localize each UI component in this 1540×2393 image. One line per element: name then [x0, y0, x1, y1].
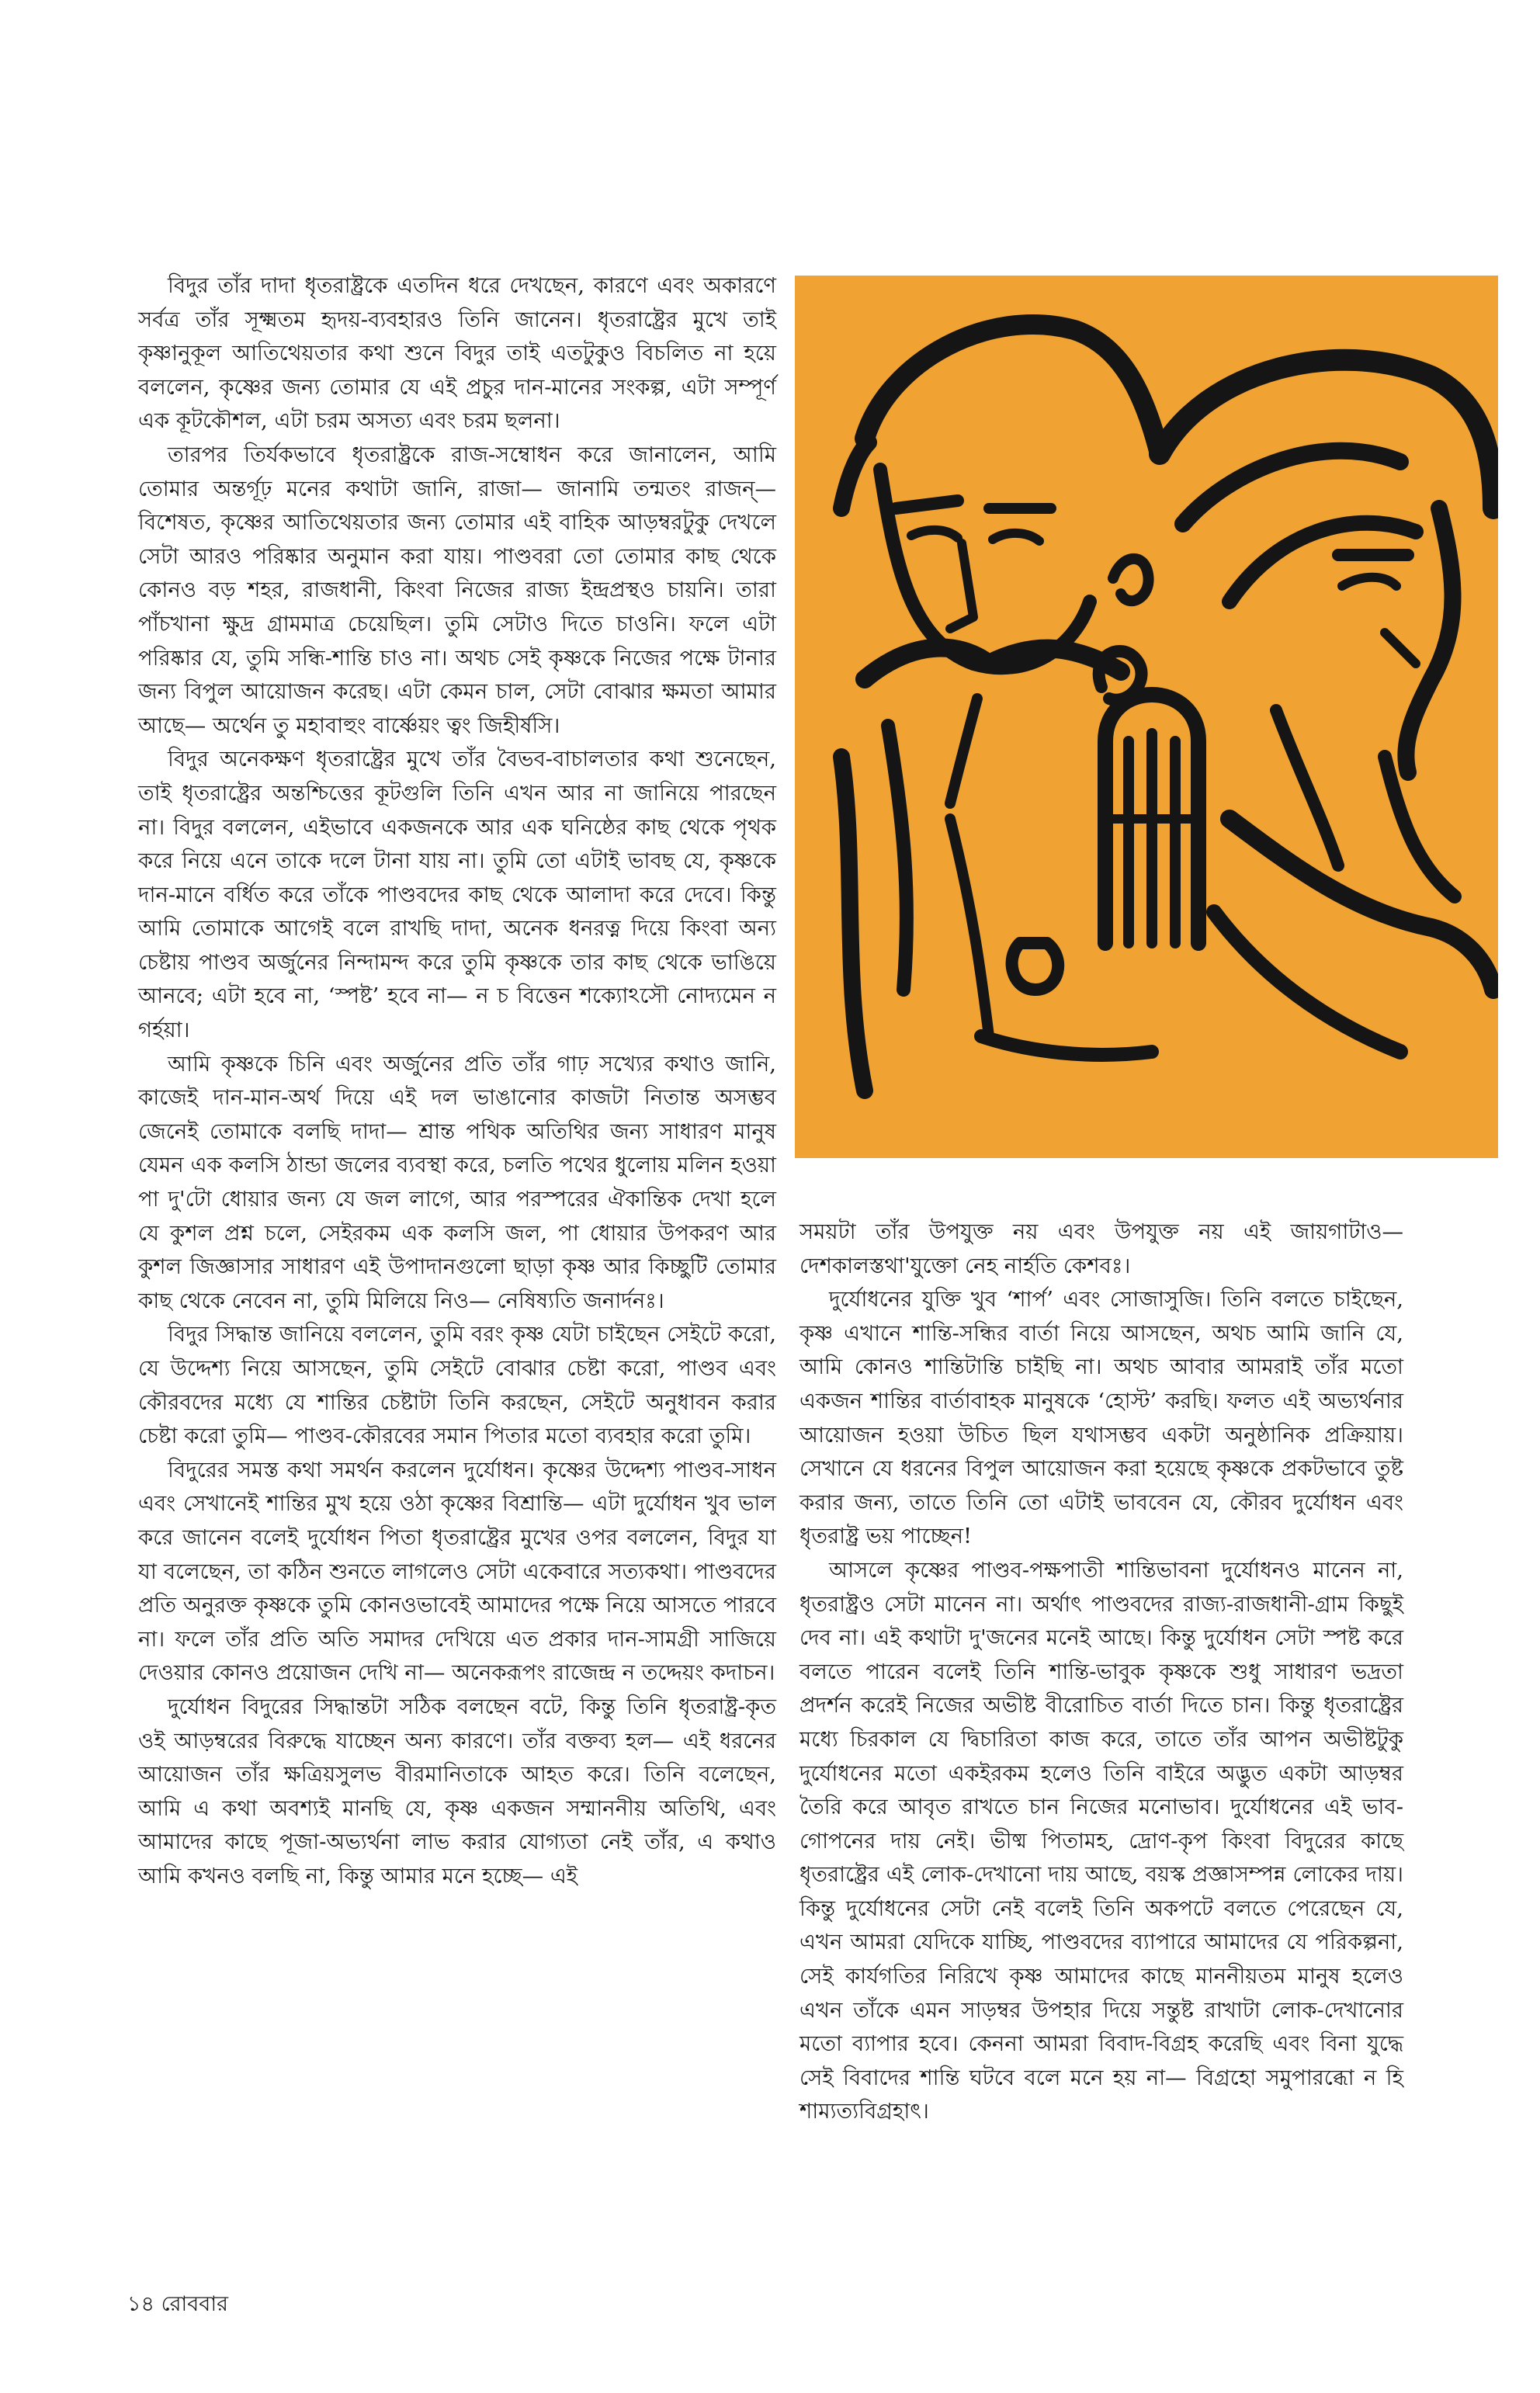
article-paragraph: বিদুর অনেকক্ষণ ধৃতরাষ্ট্রের মুখে তাঁর বৈভব-বাচালতার কথা শুনেছেন, তাই ধৃতরাষ্ট্রের অন্তশ্চিত্তের কূটগুলি তিনি এখন আর না জানিয়ে পারছেন না। বিদুর বললেন, এইভাবে একজনকে আর এক ঘনিষ্ঠের কাছ থেকে পৃথক করে নিয়ে এনে তাকে দলে টানা যায় না। তুমি তো এটাই ভাবছ যে, কৃষ্ণকে দান-মানে বর্ধিত করে তাঁকে পাণ্ডবদের কাছ থেকে আলাদা করে দেবে। কিন্তু আমি তোমাকে আগেই বলে রাখছি দাদা, অনেক ধনরত্ন দিয়ে কিংবা অন্য চেষ্টায় পাণ্ডব অর্জুনের নিন্দামন্দ করে তুমি কৃষ্ণকে তার কাছ থেকে ভাঙিয়ে আনবে; এটা হবে না, ‘স্পষ্ট’ হবে না— ন চ বিত্তেন শক্যোঽসৌ নোদ্যমেন ন গর্হয়া। — [138, 747, 776, 1043]
article-paragraph: সময়টা তাঁর উপযুক্ত নয় এবং উপযুক্ত নয় এই জায়গাটাও— দেশকালস্তথা'যুক্তো নেহ নার্হতি কেশবঃ। — [799, 1219, 1403, 1278]
article-paragraph: বিদুরের সমস্ত কথা সমর্থন করলেন দুর্যোধন। কৃষ্ণের উদ্দেশ্য পাণ্ডব-সাধন এবং সেখানেই শান্তির মুখ হয়ে ওঠা কৃষ্ণের বিশ্রান্তি— এটা দুর্যোধন খুব ভাল করে জানেন বলেই দুর্যোধন পিতা ধৃতরাষ্ট্রের মুখের ওপর বললেন, বিদুর যা যা বলেছেন, তা কঠিন শুনতে লাগলেও সেটা একেবারে সত্যকথা। পাণ্ডবদের প্রতি অনুরক্ত কৃষ্ণকে তুমি কোনওভাবেই আমাদের পক্ষে নিয়ে আসতে পারবে না। ফলে তাঁর প্রতি অতি সমাদর দেখিয়ে এত প্রকার দান-সামগ্রী সাজিয়ে দেওয়ার কোনও প্রয়োজন দেখি না— অনেকরূপং রাজেন্দ্র ন তদ্দেয়ং কদাচন। — [138, 1457, 776, 1686]
article-paragraph: দুর্যোধনের যুক্তি খুব ‘শার্প’ এবং সোজাসুজি। তিনি বলতে চাইছেন, কৃষ্ণ এখানে শান্তি-সন্ধির বার্তা নিয়ে আসছেন, অথচ আমি জানি যে, আমি কোনও শান্তিটান্তি চাইছি না। অথচ আবার আমরাই তাঁর মতো একজন শান্তির বার্তাবাহক মানুষকে ‘হোস্ট’ করছি। ফলত এই অভ্যর্থনার আয়োজন হওয়া উচিত ছিল যথাসম্ভব একটা অনুষ্ঠানিক প্রক্রিয়ায়। সেখানে যে ধরনের বিপুল আয়োজন করা হয়েছে কৃষ্ণকে প্রকটভাবে তুষ্ট করার জন্য, তাতে তিনি তো এটাই ভাববেন যে, কৌরব দুর্যোধন এবং ধৃতরাষ্ট্র ভয় পাচ্ছেন! — [799, 1287, 1403, 1549]
article-paragraph: আমি কৃষ্ণকে চিনি এবং অর্জুনের প্রতি তাঁর গাঢ় সখ্যের কথাও জানি, কাজেই দান-মান-অর্থ দিয়ে এই দল ভাঙানোর কাজটা নিতান্ত অসম্ভব জেনেই তোমাকে বলছি দাদা— শ্রান্ত পথিক অতিথির জন্য সাধারণ মানুষ যেমন এক কলসি ঠান্ডা জলের ব্যবস্থা করে, চলতি পথের ধুলোয় মলিন হওয়া পা দু'টো ধোয়ার জন্য যে জল লাগে, আর পরস্পরের ঐকান্তিক দেখা হলে যে কুশল প্রশ্ন চলে, সেইরকম এক কলসি জল, পা ধোয়ার উপকরণ আর কুশল জিজ্ঞাসার সাধারণ এই উপাদানগুলো ছাড়া কৃষ্ণ আর কিচ্ছুটি তোমার কাছ থেকে নেবেন না, তুমি মিলিয়ে নিও— নেষিষ্যতি জনার্দনঃ। — [138, 1051, 776, 1313]
article-paragraph: বিদুর তাঁর দাদা ধৃতরাষ্ট্রকে এতদিন ধরে দেখছেন, কারণে এবং অকারণে সর্বত্র তাঁর সূক্ষ্মতম হৃদয়-ব্যবহারও তিনি জানেন। ধৃতরাষ্ট্রের মুখে তাই কৃষ্ণানুকূল আতিথেয়তার কথা শুনে বিদুর তাই এতটুকুও বিচলিত না হয়ে বললেন, কৃষ্ণের জন্য তোমার যে এই প্রচুর দান-মানের সংকল্প, এটা সম্পূর্ণ এক কূটকৌশল, এটা চরম অসত্য এবং চরম ছলনা। — [138, 273, 776, 434]
article-paragraph: তারপর তির্যকভাবে ধৃতরাষ্ট্রকে রাজ-সম্বোধন করে জানালেন, আমি তোমার অন্তর্গূঢ় মনের কথাটা জানি, রাজা— জানামি তন্মতং রাজন্— বিশেষত, কৃষ্ণের আতিথেয়তার জন্য তোমার এই বাহিক আড়ম্বরটুকু দেখলে সেটা আরও পরিষ্কার অনুমান করা যায়। পাণ্ডবরা তো তোমার কাছ থেকে কোনও বড় শহর, রাজধানী, কিংবা নিজের রাজ্য ইন্দ্রপ্রস্থও চায়নি। তারা পাঁচখানা ক্ষুদ্র গ্রামমাত্র চেয়েছিল। তুমি সেটাও দিতে চাওনি। ফলে এটা পরিষ্কার যে, তুমি সন্ধি-শান্তি চাও না। অথচ সেই কৃষ্ণকে নিজের পক্ষে টানার জন্য বিপুল আয়োজন করেছ। এটা কেমন চাল, সেটা বোঝার ক্ষমতা আমার আছে— অর্থেন তু মহাবাহুং বার্ষ্ণেয়ং ত্বং জিহীর্ষসি। — [138, 442, 776, 738]
article-column-right — [799, 1216, 1403, 2129]
article-paragraph: দুর্যোধন বিদুরের সিদ্ধান্তটা সঠিক বলছেন বটে, কিন্তু তিনি ধৃতরাষ্ট্র-কৃত ওই আড়ম্বরের বিরুদ্ধে যাচ্ছেন অন্য কারণে। তাঁর বক্তব্য হল— এই ধরনের আয়োজন তাঁর ক্ষত্রিয়সুলভ বীরমানিতাকে আহত করে। তিনি বলেছেন, আমি এ কথা অবশ্যই মানছি যে, কৃষ্ণ একজন সম্মাননীয় অতিথি, এবং আমাদের কাছে পূজা-অভ্যর্থনা লাভ করার যোগ্যতা নেই তাঁর, এ কথাও আমি কখনও বলছি না, কিন্তু আমার মনে হচ্ছে— এই — [138, 1694, 776, 1888]
article-paragraph: আসলে কৃষ্ণের পাণ্ডব-পক্ষপাতী শান্তিভাবনা দুর্যোধনও মানেন না, ধৃতরাষ্ট্রও সেটা মানেন না। অর্থাৎ পাণ্ডবদের রাজ্য-রাজধানী-গ্রাম কিছুই দেব না। এই কথাটা দু'জনের মনেই আছে। কিন্তু দুর্যোধন সেটা স্পষ্ট করে বলতে পারেন বলেই তিনি শান্তি-ভাবুক কৃষ্ণকে শুধু সাধারণ ভদ্রতা প্রদর্শন করেই নিজের অভীষ্ট বীরোচিত বার্তা দিতে চান। কিন্তু ধৃতরাষ্ট্রের মধ্যে চিরকাল যে দ্বিচারিতা কাজ করে, তাতে তাঁর আপন অভীষ্টটুকু দুর্যোধনের মতো একইরকম হলেও তিনি বাইরে অদ্ভুত একটা আড়ম্বর তৈরি করে আবৃত রাখতে চান নিজের মনোভাব। দুর্যোধনের এই ভাব-গোপনের দায় নেই। ভীষ্ম পিতামহ, দ্রোণ-কৃপ কিংবা বিদুরের কাছে ধৃতরাষ্ট্রের এই লোক-দেখানো দায় আছে, বয়স্ক প্রজ্ঞাসম্পন্ন লোকের দায়। কিন্তু দুর্যোধনের সেটা নেই বলেই তিনি অকপটে বলতে পেরেছেন যে, এখন আমরা যেদিকে যাচ্ছি, পাণ্ডবদের ব্যাপারে আমাদের যে পরিকল্পনা, সেই কার্যগতির নিরিখে কৃষ্ণ আমাদের কাছে মাননীয়তম মানুষ হলেও এখন তাঁকে এমন সাড়ম্বর উপহার দিয়ে সন্তুষ্ট রাখাটা লোক-দেখানোর মতো ব্যাপার হবে। কেননা আমরা বিবাদ-বিগ্রহ করেছি এবং বিনা যুদ্ধে সেই বিবাদের শান্তি ঘটবে বলে মনে হয় না— বিগ্রহো সমুপারব্ধো ন হি শাম্যত্যবিগ্রহাৎ। — [799, 1557, 1403, 2124]
brush-illustration — [795, 276, 1498, 1158]
article-paragraph: বিদুর সিদ্ধান্ত জানিয়ে বললেন, তুমি বরং কৃষ্ণ যেটা চাইছেন সেইটে করো, যে উদ্দেশ্য নিয়ে আসছেন, তুমি সেইটে বোঝার চেষ্টা করো, পাণ্ডব এবং কৌরবদের মধ্যে যে শান্তির চেষ্টাটা তিনি করছেন, সেইটে অনুধাবন করার চেষ্টা করো তুমি— পাণ্ডব-কৌরবের সমান পিতার মতো ব্যবহার করো তুমি। — [138, 1322, 776, 1449]
article-column-left — [138, 269, 776, 1894]
illustration-artwork — [795, 276, 1498, 1158]
page-folio: ১৪ রোববার — [127, 2292, 228, 2316]
